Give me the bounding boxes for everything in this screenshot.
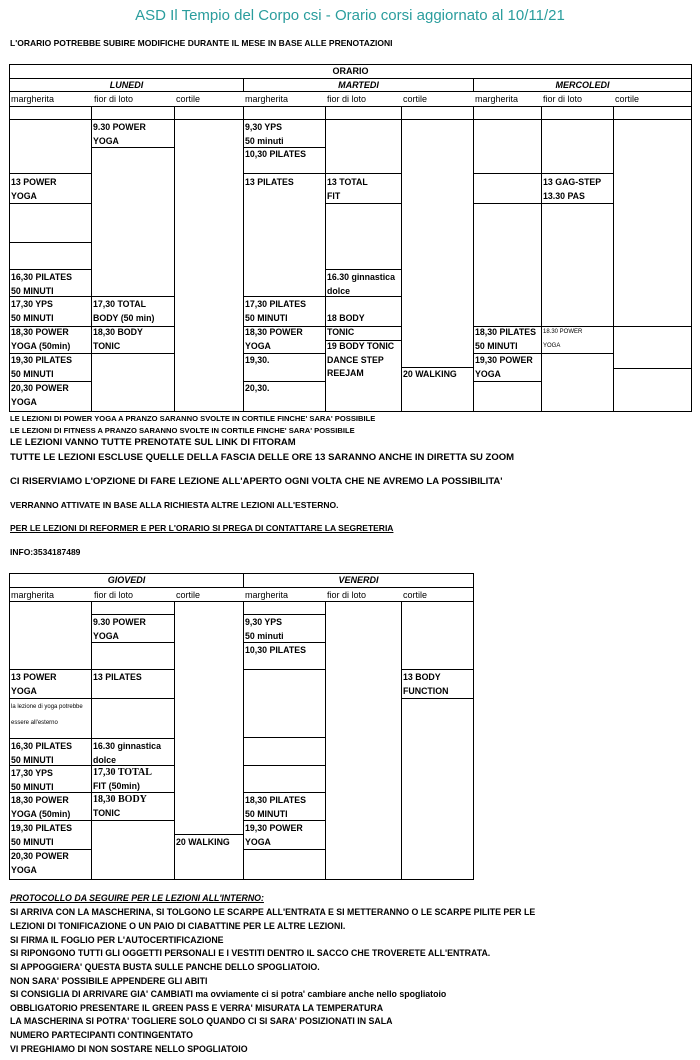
class-entry: FIT (50min) [93,781,140,791]
slot-box [243,737,326,766]
room-label: fior di loto [94,590,134,600]
class-entry: 19 BODY TONIC DANCE STEP REEJAM [327,341,395,379]
class-entry: 18,30 POWER YOGA (50min) [11,327,71,351]
class-entry: 18,30 BODY [93,794,147,805]
note-line: TUTTE LE LEZIONI ESCLUSE QUELLE DELLA FASCIA DELLE ORE 13 SARANNO ANCHE IN DIRETTA SU ZOOM [10,452,515,463]
class-entry: 18,30 BODY TONIC [93,327,143,351]
slot-box [243,765,326,793]
warning-text: L'ORARIO POTREBBE SUBIRE MODIFICHE DURANTE IL MESE IN BASE ALLE PRENOTAZIONI [10,38,393,48]
class-entry: 17,30 YPS 50 MINUTI [11,299,54,323]
room-label: cortile [403,94,428,104]
class-entry: TONIC [93,808,121,818]
note-line: LE LEZIONI DI FITNESS A PRANZO SARANNO SVOLTE IN CORTILE FINCHE' SARA' POSSIBILE [10,426,355,435]
class-entry: 10,30 PILATES [245,149,306,159]
class-entry: 13 POWER YOGA [11,672,57,696]
slot-box [243,106,326,120]
room-label: fior di loto [94,94,134,104]
class-entry: 16.30 ginnastica dolce [93,741,161,765]
slot-box [541,106,614,120]
class-entry: 9,30 YPS 50 minuti [245,122,284,146]
note-line: VERRANNO ATTIVATE IN BASE ALLA RICHIESTA ALTRE LEZIONI ALL'ESTERNO. [10,500,339,510]
class-entry: 19,30 POWER YOGA [475,355,533,379]
slot-box [91,353,175,412]
class-entry: 18,30 POWER YOGA (50min) [11,795,71,819]
class-entry: 19,30 PILATES 50 MINUTI [11,823,72,847]
class-entry: 20,30 POWER YOGA [11,851,69,875]
slot-box [9,242,92,270]
room-label: fior di loto [327,590,367,600]
class-entry: 18,30 PILATES 50 MINUTI [475,327,536,351]
protocol-line: NON SARA' POSSIBILE APPENDERE GLI ABITI [10,976,208,986]
day-header-giovedi: GIOVEDI [9,573,244,588]
class-entry: 17,30 TOTAL BODY (50 min) [93,299,155,323]
slot-box [613,326,692,369]
yoga-outdoor-note: la lezione di yoga potrebbe essere all'esterno [11,704,83,726]
column-box [325,601,402,880]
room-label: margherita [11,94,55,104]
class-entry: 9,30 YPS 50 minuti [245,617,284,641]
class-entry: 9.30 POWER YOGA [93,617,146,641]
room-label: cortile [176,94,201,104]
protocol-line: SI APPOGGIERA' QUESTA BUSTA SULLE PANCHE DELLO SPOGLIATOIO. [10,962,320,972]
protocol-line: SI FIRMA IL FOGLIO PER L'AUTOCERTIFICAZIONE [10,935,224,945]
class-entry: 20 WALKING [403,369,457,379]
class-entry: 16,30 PILATES 50 MINUTI [11,272,72,296]
note-line: LE LEZIONI DI POWER YOGA A PRANZO SARANNO SVOLTE IN CORTILE FINCHE' SARA' POSSIBILE [10,414,376,423]
class-entry: 13 BODY FUNCTION [403,672,449,696]
room-label: cortile [403,590,428,600]
class-entry: 13 PILATES [93,672,142,682]
class-entry: 17,30 YPS 50 MINUTI [11,768,54,792]
class-entry: 17,30 PILATES 50 MINUTI [245,299,306,323]
protocol-line: NUMERO PARTECIPANTI CONTINGENTATO [10,1030,193,1040]
class-entry: 13 GAG-STEP 13.30 PAS [543,177,602,201]
day-header-martedi: MARTEDI [243,78,474,92]
class-entry: 9.30 POWER YOGA [93,122,146,146]
class-entry: 19,30. [245,355,270,365]
slot-box [613,368,692,412]
orario-header: ORARIO [9,64,692,79]
room-label: fior di loto [543,94,583,104]
slot-box [401,106,474,120]
column-box [401,601,474,880]
room-label: fior di loto [327,94,367,104]
column-box [541,106,614,412]
protocol-line: SI RIPONGONO TUTTI GLI OGGETTI PERSONALI E I VESTITI DENTRO IL SACCO CHE TROVERETE ALL'ENTRATA. [10,948,491,958]
class-entry: 16,30 PILATES 50 MINUTI [11,741,72,765]
protocol-line: VI PREGHIAMO DI NON SOSTARE NELLO SPOGLIATOIO [10,1044,248,1054]
class-entry: 19,30 POWER YOGA [245,823,303,847]
room-label: margherita [245,94,289,104]
note-line: CI RISERVIAMO L'OPZIONE DI FARE LEZIONE ALL'APERTO OGNI VOLTA CHE NE AVREMO LA POSSIBILITA' [10,476,503,487]
class-entry: 18.30 POWER YOGA [543,329,583,349]
class-entry: 16.30 ginnastica dolce [327,272,395,296]
slot-box [325,106,402,120]
room-label: cortile [615,94,640,104]
note-line: PER LE LEZIONI DI REFORMER E PER L'ORARIO SI PREGA DI CONTATTARE LA SEGRETERIA [10,523,394,533]
slot-box [174,106,244,120]
slot-box [9,203,92,243]
class-entry: 19,30 PILATES 50 MINUTI [11,355,72,379]
slot-box [91,106,175,120]
class-entry: 18,30 POWER YOGA [245,327,303,351]
protocol-line: OBBLIGATORIO PRESENTARE IL GREEN PASS E VERRA' MISURATA LA TEMPERATURA [10,1003,384,1013]
protocol-line: SI CONSIGLIA DI ARRIVARE GIA' CAMBIATI ma ovviamente ci si potra' cambiare anche nello spogliatoio [10,989,447,999]
day-header-mercoledi: MERCOLEDI [473,78,692,92]
protocol-line: SI ARRIVA CON LA MASCHERINA, SI TOLGONO LE SCARPE ALL'ENTRATA E SI METTERANNO O LE SCARPE PILITE PER LE [10,907,536,917]
protocol-line: LA MASCHERINA SI POTRA' TOGLIERE SOLO QUANDO CI SI SARA' POSIZIONATI IN SALA [10,1016,393,1026]
room-label: cortile [176,590,201,600]
room-label: margherita [475,94,519,104]
note-line: LE LEZIONI VANNO TUTTE PRENOTATE SUL LINK DI FITORAM [10,437,296,448]
class-entry: 13 PILATES [245,177,294,187]
day-header-lunedi: LUNEDI [9,78,244,92]
info-phone: INFO:3534187489 [10,547,81,557]
room-label: margherita [245,590,289,600]
class-entry: 18,30 PILATES 50 MINUTI [245,795,306,819]
slot-box [473,106,542,120]
column-box [174,106,244,412]
page-title: ASD Il Tempio del Corpo csi - Orario corsi aggiornato al 10/11/21 [135,7,565,24]
room-label: margherita [11,590,55,600]
class-entry: 17,30 TOTAL [93,767,152,778]
class-entry: 13 POWER YOGA [11,177,57,201]
class-entry: 20,30. [245,383,270,393]
protocol-line: LEZIONI DI TONIFICAZIONE O UN PAIO DI CIABATTINE PER LE ALTRE LEZIONI. [10,921,346,931]
protocol-title: PROTOCOLLO DA SEGUIRE PER LE LEZIONI ALL'INTERNO: [10,893,264,903]
day-header-venerdi: VENERDI [243,573,474,588]
slot-box [9,106,92,120]
class-entry: 10,30 PILATES [245,645,306,655]
class-entry: 18 BODY TONIC [327,313,365,337]
class-entry: 20,30 POWER YOGA [11,383,69,407]
class-entry: 13 TOTAL FIT [327,177,368,201]
slot-box [613,106,692,120]
slot-box [473,173,542,204]
class-entry: 20 WALKING [176,837,230,847]
slot-box [243,669,326,738]
